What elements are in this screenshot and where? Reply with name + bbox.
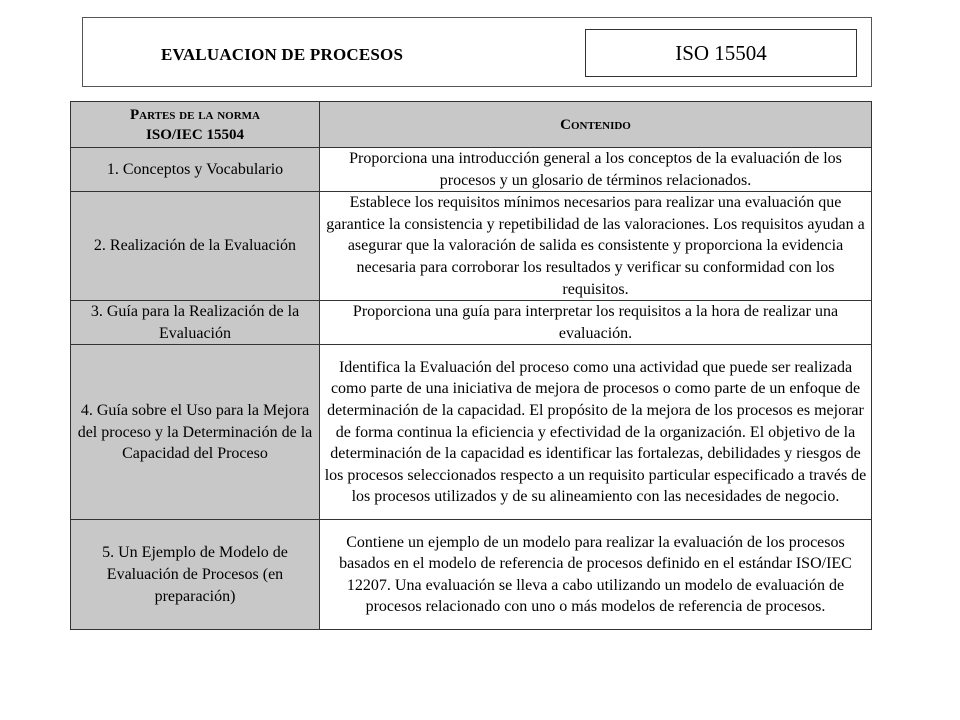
table-row xyxy=(71,192,872,301)
table-row xyxy=(71,301,872,345)
col-header-parts-line1: Partes de la norma xyxy=(129,106,261,123)
table-row xyxy=(71,520,872,630)
page-title: EVALUACION DE PROCESOS xyxy=(161,45,404,64)
table-row xyxy=(71,345,872,520)
iso-label-box: ISO 15504 xyxy=(585,29,857,77)
part-cell: 3. Guía para la Realización de la Evaluación xyxy=(71,301,320,345)
part-cell: 4. Guía sobre el Uso para la Mejora del proceso y la Determinación de la Capacidad del Proceso xyxy=(71,345,320,520)
standard-parts-table xyxy=(70,101,872,630)
col-header-parts-line2: ISO/IEC 15504 xyxy=(146,126,244,143)
content-cell: Contiene un ejemplo de un modelo para realizar la evaluación de los procesos basados en el modelo de referencia de procesos definido en el estándar ISO/IEC 12207. Una evaluación se lleva a cabo utilizando un modelo de evaluación de procesos relacionado con uno o más modelos de referencia de procesos. xyxy=(320,520,872,630)
col-header-parts xyxy=(71,102,320,148)
content-cell: Proporciona una introducción general a los conceptos de la evaluación de los procesos y un glosario de términos relacionados. xyxy=(320,148,872,192)
col-header-content-label: Contenido xyxy=(560,116,631,133)
table-header-row xyxy=(71,102,872,148)
header-box xyxy=(82,17,872,87)
content-cell: Establece los requisitos mínimos necesarios para realizar una evaluación que garantice la consistencia y repetibilidad de las valoraciones. Los requisitos ayudan a asegurar que la valoración de salida es consistente y proporciona la evidencia necesaria para corroborar los resultados y verificar su conformidad con los requisitos. xyxy=(320,192,872,301)
content-cell: Proporciona una guía para interpretar los requisitos a la hora de realizar una evaluación. xyxy=(320,301,872,345)
content-cell: Identifica la Evaluación del proceso como una actividad que puede ser realizada como parte de una iniciativa de mejora de procesos o como parte de un enfoque de determinación de la capacidad. El propósito de la mejora de los procesos es mejorar de forma continua la eficiencia y efectividad de la organización. El objetivo de la determinación de la capacidad es identificar las fortalezas, debilidades y riesgos de los procesos seleccionados respecto a un requisito particular especificado a través de los procesos utilizados y de su alineamiento con las necesidades de negocio. xyxy=(320,345,872,520)
table-row xyxy=(71,148,872,192)
part-cell: 2. Realización de la Evaluación xyxy=(71,192,320,301)
part-cell: 1. Conceptos y Vocabulario xyxy=(71,148,320,192)
col-header-content xyxy=(320,102,872,148)
part-cell: 5. Un Ejemplo de Modelo de Evaluación de Procesos (en preparación) xyxy=(71,520,320,630)
